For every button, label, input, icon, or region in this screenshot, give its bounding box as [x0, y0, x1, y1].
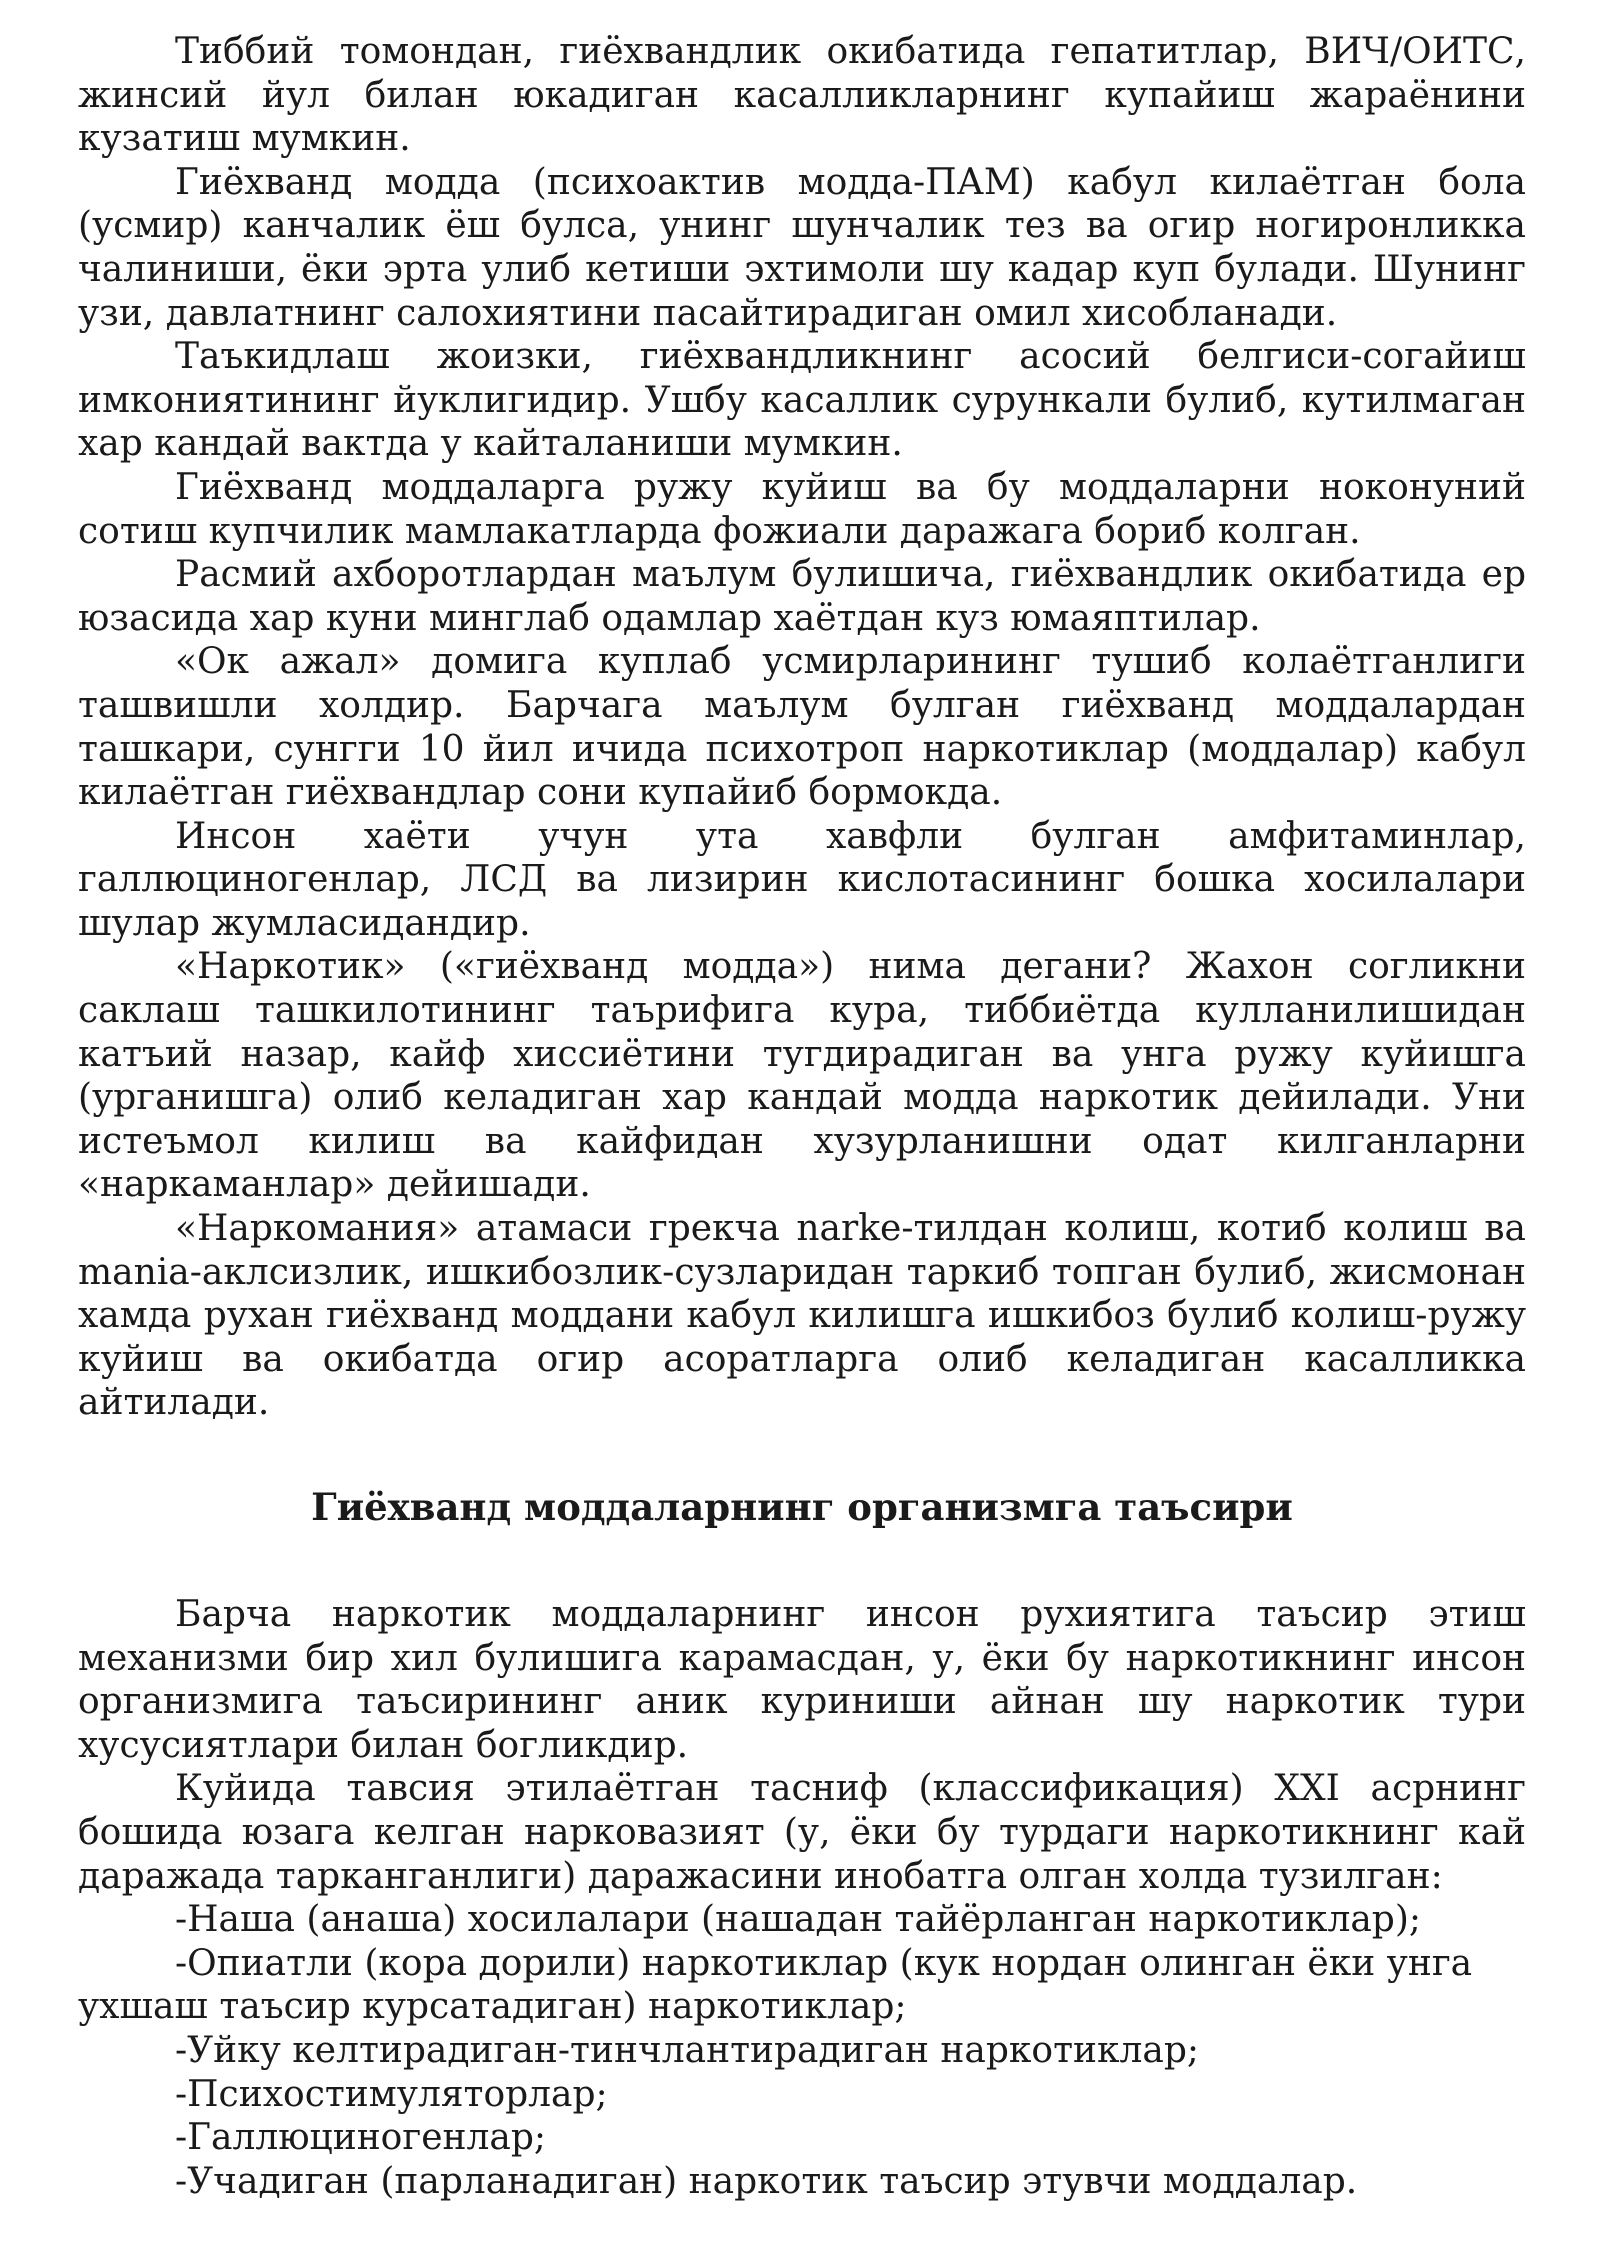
section-heading: Гиёхванд моддаларнинг организмга таъсири [311, 1485, 1293, 1529]
paragraph-2: Гиёхванд модда (психоактив модда-ПАМ) кабул килаётган бола (усмир) канчалик ёш булса, унинг шунчалик тез ва огир ногиронликка чалиниши, ёки эрта улиб кетиши эхтимоли шу кадар куп булади. Шунинг узи, давлатнинг салохиятини пасайтирадиган омил хисобланади. [78, 161, 1526, 334]
paragraph-10: Барча наркотик моддаларнинг инсон рухиятига таъсир этиш механизми бир хил булишига карамасдан, у, ёки бу наркотикнинг инсон организмига таъсирининг аник куриниши айнан шу наркотик тури хусусиятлари билан богликдир. [78, 1594, 1526, 1766]
list-item: -Опиатли (кора дорили) наркотиклар (кук нордан олинган ёки унга ухшаш таъсир курсатадиган) наркотиклар; [78, 1942, 1473, 2028]
paragraph-8: «Наркотик» («гиёхванд модда») нима дегани? Жахон согликни саклаш ташкилотининг таърифига кура, тиббиётда кулланилишидан катъий назар, кайф хиссиётини тугдирадиган ва унга ружу куйишга (урганишга) олиб келадиган хар кандай модда наркотик дейилади. Уни истеъмол килиш ва кайфидан хузурланишни одат килганларни «наркаманлар» дейишади. [78, 946, 1526, 1206]
paragraph-4: Гиёхванд моддаларга ружу куйиш ва бу моддаларни ноконуний сотиш купчилик мамлакатларда фожиали даражага бориб колган. [78, 466, 1526, 552]
list-item: -Наша (анаша) хосилалари (нашадан тайёрланган наркотиклар); [175, 1899, 1422, 1941]
list-item: -Уйку келтирадиган-тинчлантирадиган наркотиклар; [175, 2029, 1199, 2071]
paragraph-11: Куйида тавсия этилаётган тасниф (классификация) XXI асрнинг бошида юзага келган нарковазият (у, ёки бу турдаги наркотикнинг кай даражада тарканганлиги) даражасини инобатга олган холда тузилган: [78, 1768, 1526, 1897]
paragraph-3: Таъкидлаш жоизки, гиёхвандликнинг асосий белгиси-согайиш имкониятининг йуклигидир. Ушбу касаллик сурункали булиб, кутилмаган хар кандай вактда у кайталаниши мумкин. [78, 336, 1526, 465]
paragraph-7: Инсон хаёти учун ута хавфли булган амфитаминлар, галлюциногенлар, ЛСД ва лизирин кислотасининг бошка хосилалари шулар жумласидандир. [78, 815, 1526, 944]
list-item: -Учадиган (парланадиган) наркотик таъсир этувчи моддалар. [175, 2160, 1358, 2202]
paragraph-9: «Наркомания» атамаси грекча narke-тилдан колиш, котиб колиш ва mania-аклсизлик, ишкибозлик-сузларидан таркиб топган булиб, жисмонан хамда рухан гиёхванд моддани кабул килишга ишкибоз булиб колиш-ружу куйиш ва окибатда огир асоратларга олиб келадиган касалликка айтилади. [78, 1208, 1526, 1424]
list-item: -Психостимуляторлар; [175, 2073, 608, 2115]
list-item: -Галлюциногенлар; [175, 2117, 547, 2159]
paragraph-6: «Ок ажал» домига куплаб усмирларининг тушиб колаётганлиги ташвишли холдир. Барчага маълум булган гиёхванд моддалардан ташкари, сунгги 10 йил ичида психотроп наркотиклар (моддалар) кабул килаётган гиёхвандлар сони купайиб бормокда. [78, 641, 1526, 814]
document-page [78, 30, 1526, 2203]
paragraph-1: Тиббий томондан, гиёхвандлик окибатида гепатитлар, ВИЧ/ОИТС, жинсий йул билан юкадиган касалликларнинг купайиш жараёнини кузатиш мумкин. [78, 31, 1526, 160]
paragraph-5: Расмий ахборотлардан маълум булишича, гиёхвандлик окибатида ер юзасида хар куни минглаб одамлар хаётдан куз юмаяптилар. [78, 554, 1526, 639]
